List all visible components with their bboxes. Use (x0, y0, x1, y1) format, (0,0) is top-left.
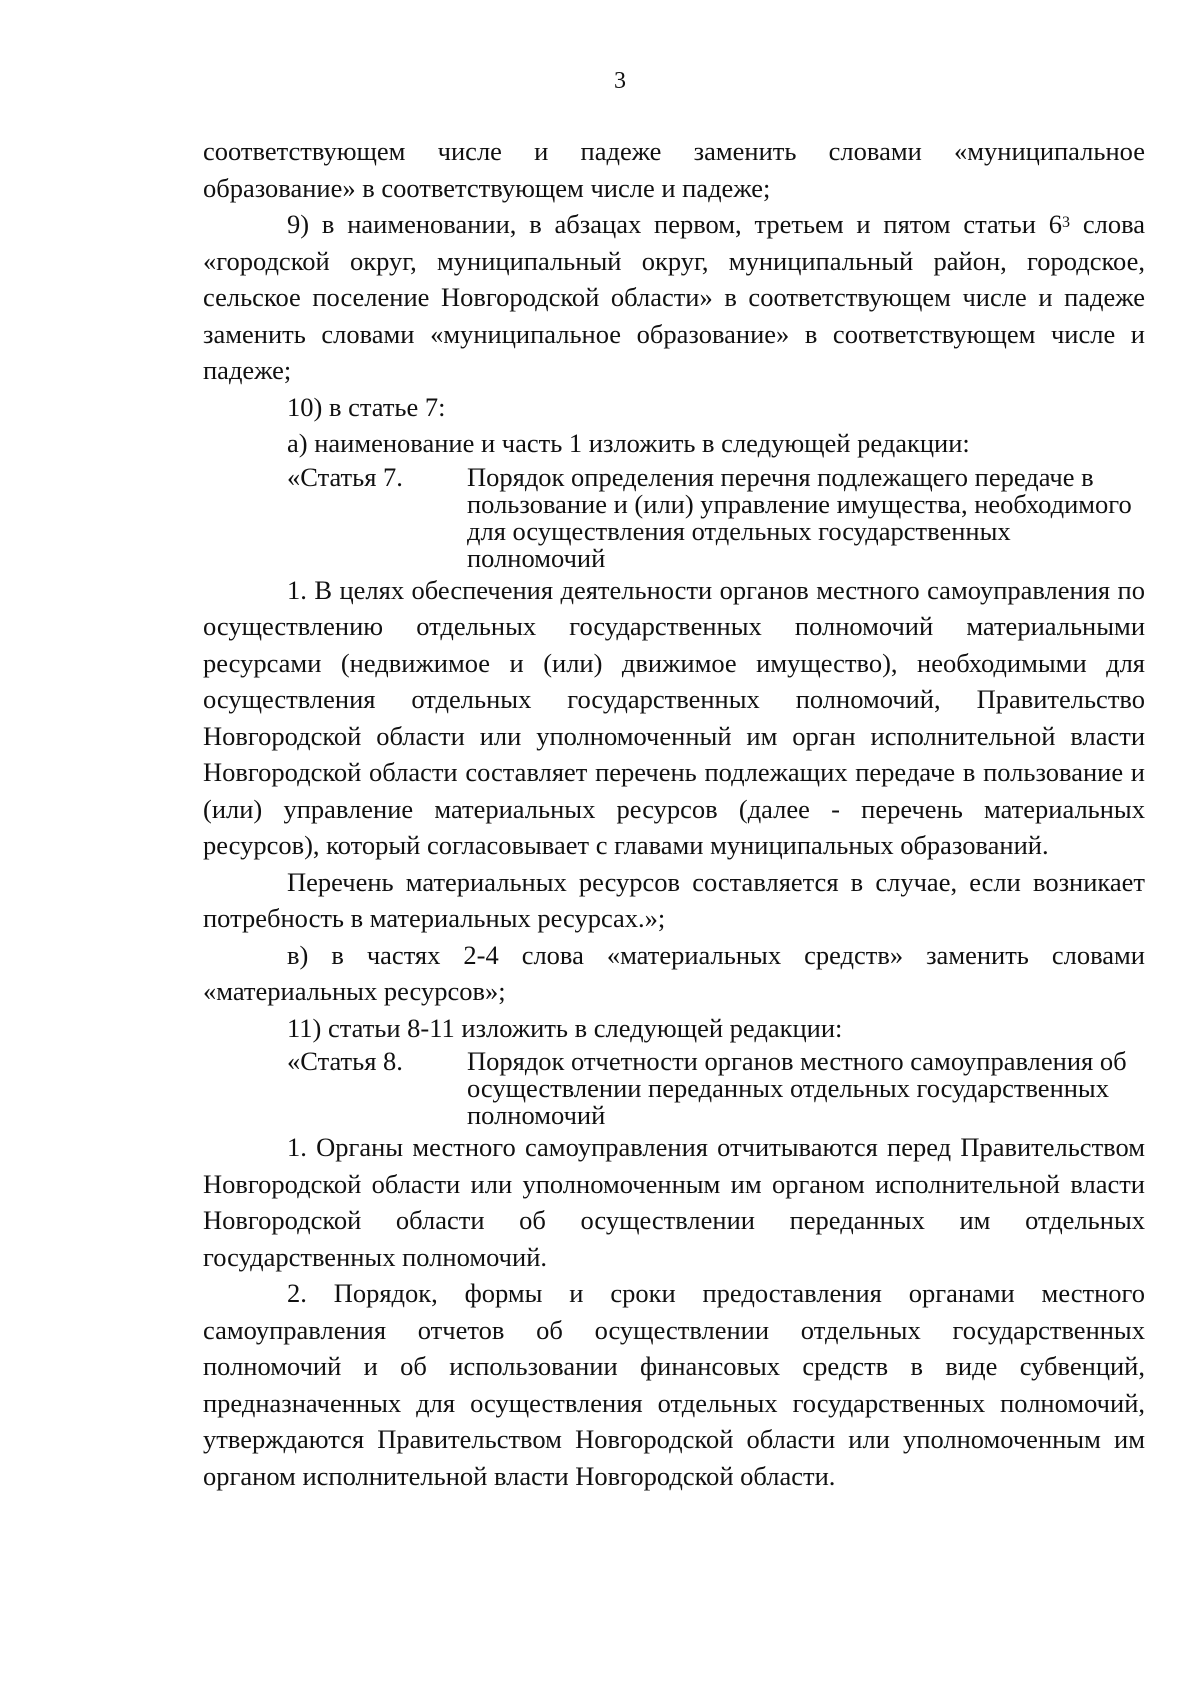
item-9-text-start: 9) в наименовании, в абзацах первом, третьем и пятом статьи 6 (287, 209, 1063, 239)
subitem-a: а) наименование и часть 1 изложить в следующей редакции: (287, 428, 970, 458)
article-8-heading (287, 1048, 1145, 1129)
page-number: 3 (614, 68, 626, 94)
subitem-v: в) в частях 2-4 слова «материальных средств» заменить словами «материальных ресурсов»; (203, 939, 1145, 1006)
article-8-part-2: 2. Порядок, формы и сроки предоставления органами местного самоуправления отчетов об осуществлении отдельных государственных полномочий и об использовании финансовых средств в виде субвенций, предназначенных для осуществления отдельных государственных полномочий, утверждаются Правительством Новгородской области или уполномоченным им органом исполнительной власти Новгородской области. (203, 1278, 1145, 1491)
article-8-part-1: 1. Органы местного самоуправления отчитываются перед Правительством Новгородской области или уполномоченным им органом исполнительной власти Новгородской области об осуществлении переданных им отдельных государственных полномочий. (203, 1132, 1145, 1272)
article-7-part-1-second-paragraph: Перечень материальных ресурсов составляется в случае, если возникает потребность в материальных ресурсах.»; (203, 866, 1145, 933)
item-9-paragraph (203, 206, 1145, 389)
article-7-part-1: 1. В целях обеспечения деятельности органов местного самоуправления по осуществлению отдельных государственных полномочий материальными ресурсами (недвижимое и (или) движимое имущество), необходимыми для осуществления отдельных государственных полномочий, Правительство Новгородской области или уполномоченный им орган исполнительной власти Новгородской области составляет перечень подлежащих передаче в пользование и (или) управление материальных ресурсов (далее - перечень материальных ресурсов), который согласовывает с главами муниципальных образований. (203, 574, 1145, 860)
paragraph-continuation: соответствующем числе и падеже заменить словами «муниципальное образование» в соответствующем числе и падеже; (203, 136, 1145, 203)
article-7-title: Порядок определения перечня подлежащего передаче в пользование и (или) управление имущества, необходимого для осуществления отдельных государственных полномочий (467, 461, 1132, 573)
document-body (203, 133, 1145, 1494)
item-9-text-end: слова «городской округ, муниципальный округ, муниципальный район, городское, сельское поселение Новгородской области» в соответствующем числе и падеже заменить словами «муниципальное образование» в соответствующем числе и падеже; (203, 209, 1145, 385)
item-10-heading: 10) в статье 7: (287, 391, 446, 422)
article-7-label: «Статья 7. (287, 461, 403, 492)
article-8-title: Порядок отчетности органов местного самоуправления об осуществлении переданных отдельных государственных полномочий (467, 1046, 1127, 1130)
article-8-label: «Статья 8. (287, 1046, 403, 1076)
item-11-heading: 11) статьи 8-11 изложить в следующей редакции: (287, 1012, 843, 1043)
article-7-heading (287, 461, 1145, 573)
article-superscript: 3 (1062, 214, 1071, 231)
